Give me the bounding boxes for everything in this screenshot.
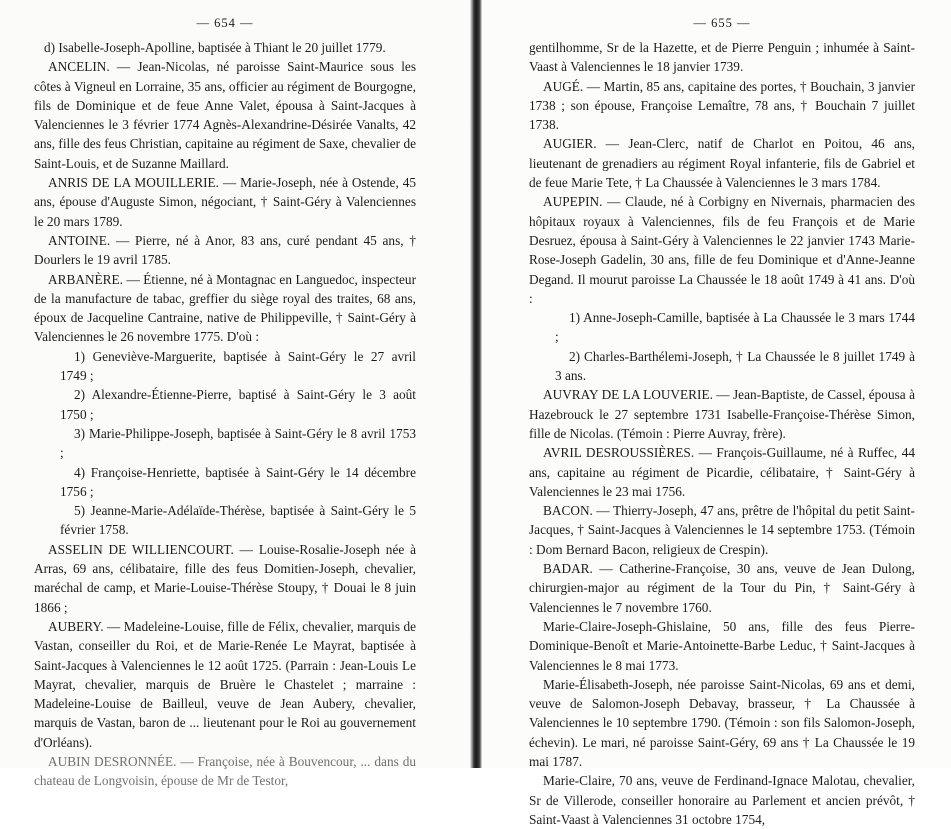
entry-auvray: AUVRAY DE LA LOUVERIE. — Jean-Baptiste, de Cassel, épousa à Hazebrouck le 27 septembre 1731 Isabelle-Françoise-Thérèse Simon, fille de Nicolas. (Témoin : Pierre Auvray, frère). [529, 387, 915, 441]
entry-ancelin: ANCELIN. — Jean-Nicolas, né paroisse Saint-Maurice sous les côtes à Vigneul en Lorraine, 35 ans, officier au régiment de Bourgogne, fils de Dominique et de feue Anne Valet, épousa à Saint-Jacques à Valenciennes le 3 février 1774 Agnès-Alexandrine-Désirée Vanalts, 42 ans, fille des feus Christian, capitaine au régiment de Saxe, chevalier de Saint-Louis, et de Suzanne Maillard. [34, 59, 416, 171]
entry-augier: AUGIER. — Jean-Clerc, natif de Charlot en Poitou, 46 ans, lieutenant de grenadiers au régiment Royal infanterie, fils de Gabriel et de feue Marie Tete, † La Chaussée à Valenciennes le 3 mars 1784. [529, 136, 915, 191]
child-arbanere-3: 3) Marie-Philippe-Joseph, baptisée à Saint-Géry le 8 avril 1753 ; [60, 425, 416, 461]
entry-aubery: AUBERY. — Madeleine-Louise, fille de Félix, chevalier, marquis de Vastan, conseiller du Roi, et de Marie-Renée Le Mayrat, baptisée à Saint-Jacques à Valenciennes le 12 août 1725. (Parrain : Jean-Louis Le Mayrat, chevalier, marquis de Bruère le Chastelet ; marraine : Madeleine-Louise de Bailleul, veuve de Jean Aubery, chevalier, marquis de Vastan, baron de ... lieutenant pour le Roi au gouvernement d'Orléans). [34, 618, 416, 750]
child-arbanere-4: 4) Françoise-Henriette, baptisée à Saint-Géry le 14 décembre 1756 ; [60, 464, 416, 499]
entry-asselin: ASSELIN DE WILLIENCOURT. — Louise-Rosalie-Joseph née à Arras, 69 ans, célibataire, fille des feus Domitien-Joseph, chevalier, maréchal de camp, et Marie-Louise-Thérèse Stoupy, † Douai le 8 juin 1866 ; [34, 541, 416, 615]
child-aupepin-1: 1) Anne-Joseph-Camille, baptisée à La Chaussée le 3 mars 1744 ; [555, 310, 915, 345]
child-arbanere-2: 2) Alexandre-Étienne-Pierre, baptisé à Saint-Géry le 3 août 1750 ; [60, 387, 416, 422]
book-gutter [470, 0, 482, 768]
entry-bacon: BACON. — Thierry-Joseph, 47 ans, prêtre de l'hôpital du petit Saint-Jacques, † Saint-Jacques à Valenciennes le 14 septembre 1753. (Témoin : Dom Bernard Bacon, religieux de Crespin). [529, 503, 915, 557]
entry-marie-elisabeth: Marie-Élisabeth-Joseph, née paroisse Saint-Nicolas, 69 ans et demi, veuve de Salomon-Joseph Debavay, brasseur, † La Chaussée à Valenciennes le 10 septembre 1790. (Témoin : son fils Salomon-Joseph, échevin). Le mari, né paroisse Saint-Géry, 69 ans † La Chaussée le 19 mai 1787. [529, 676, 915, 769]
entry-avril: AVRIL DESROUSSIÈRES. — François-Guillaume, né à Ruffec, 44 ans, capitaine au régiment de Picardie, célibataire, † Saint-Géry à Valenciennes le 23 mai 1756. [529, 445, 915, 499]
entry-isabelle: d) Isabelle-Joseph-Apolline, baptisée à Thiant le 20 juillet 1779. [44, 40, 386, 55]
child-arbanere-5: 5) Jeanne-Marie-Adélaïde-Thérèse, baptisée à Saint-Géry le 5 février 1758. [60, 503, 416, 538]
entry-marie-claire-joseph: Marie-Claire-Joseph-Ghislaine, 50 ans, fille des feus Pierre-Dominique-Benoît et Marie-Antoinette-Barbe Leduc, † Saint-Jacques à Valenciennes le 8 mai 1773. [529, 618, 915, 673]
child-aupepin-2: 2) Charles-Barthélemi-Joseph, † La Chaussée le 8 juillet 1749 à 3 ans. [555, 348, 915, 384]
child-arbanere-1: 1) Geneviève-Marguerite, baptisée à Saint-Géry le 27 avril 1749 ; [60, 348, 416, 384]
entry-antoine: ANTOINE. — Pierre, né à Anor, 83 ans, curé pendant 45 ans, † Dourlers le 19 avril 1785. [34, 232, 416, 268]
page-number-left: — 654 — [196, 16, 254, 30]
left-page [0, 0, 470, 789]
entry-aubin: AUBIN DESRONNÉE. — Françoise, née à Bouvencour, ... dans du chateau de Longvoisin, épouse de Mr de Testor, [34, 753, 416, 789]
page-number-right: — 655 — [693, 16, 751, 30]
entry-marie-claire: Marie-Claire, 70 ans, veuve de Ferdinand-Ignace Malotau, chevalier, Sr de Villerode, conseiller honoraire au Parlement et ancien prévôt, † Saint-Vaast à Valenciennes 31 octobre 1754, [529, 773, 915, 827]
entry-badar: BADAR. — Catherine-Françoise, 30 ans, veuve de Jean Dulong, chirurgien-major au régiment de la Tour du Pin, † Saint-Géry à Valenciennes le 7 novembre 1760. [529, 561, 915, 615]
entry-continuation: gentilhomme, Sr de la Hazette, et de Pierre Penguin ; inhumée à Saint-Vaast à Valenciennes le 18 janvier 1739. [529, 40, 915, 75]
entry-auge: AUGÉ. — Martin, 85 ans, capitaine des portes, † Bouchain, 3 janvier 1738 ; son épouse, Françoise Lemaître, 78 ans, † Bouchain 7 juillet 1738. [529, 78, 915, 133]
entry-arbanere: ARBANÈRE. — Étienne, né à Montagnac en Languedoc, inspecteur de la manufacture de tabac, greffier du siège royal des traites, 68 ans, époux de Jacqueline Cantraine, native de Philippeville, † Saint-Géry à Valenciennes le 26 novembre 1775. D'où : [34, 271, 416, 345]
right-page [482, 0, 951, 827]
entry-aupepin: AUPEPIN. — Claude, né à Corbigny en Nivernais, pharmacien des hôpitaux royaux à Valenciennes, fils de feu François et de Marie Desruez, épousa à Saint-Géry à Valenciennes le 22 janvier 1743 Marie-Rose-Joseph Gadelin, 30 ans, fille de feu Dominique et d'Anne-Jeanne Degand. Il mourut paroisse La Chaussée le 18 août 1749 à 41 ans. D'où : [529, 194, 915, 306]
entry-anris: ANRIS DE LA MOUILLERIE. — Marie-Joseph, née à Ostende, 45 ans, épouse d'Auguste Simon, négociant, † Saint-Géry à Valenciennes le 20 mars 1789. [34, 175, 416, 229]
